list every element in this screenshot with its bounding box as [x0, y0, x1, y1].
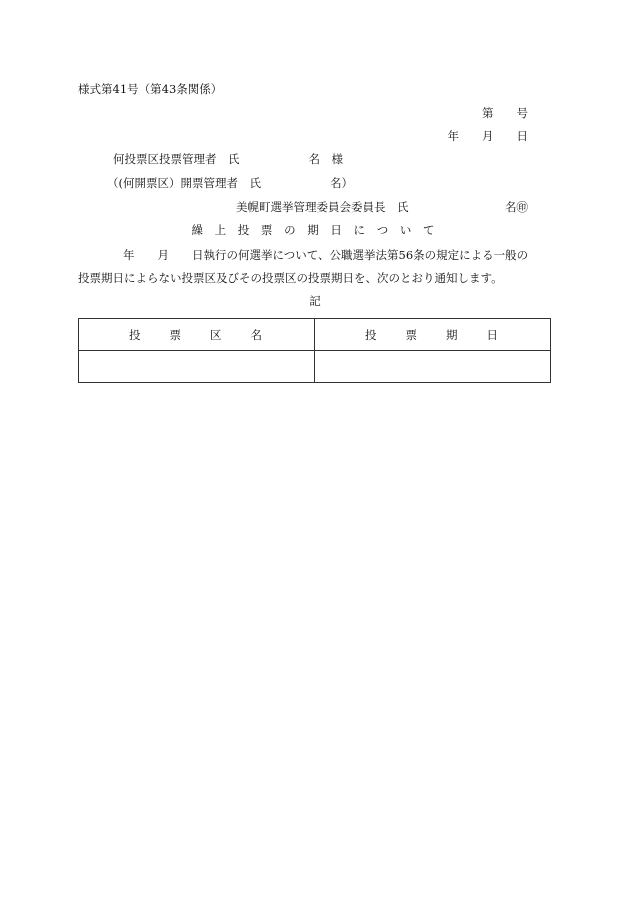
addressee-line-2: （(何開票区）開票管理者 氏 名）	[107, 176, 353, 190]
body-line-1: 年 月 日執行の何選挙について、公職選挙法第56条の規定による一般の	[123, 248, 529, 262]
ki-heading: 記	[309, 294, 321, 308]
document-number: 第 号	[482, 106, 528, 120]
schedule-table	[78, 318, 551, 383]
table-header-date: 投 票 期 日	[315, 319, 551, 351]
table-cell-date	[315, 351, 551, 383]
table-cell-district	[79, 351, 315, 383]
sender-seal: 名㊞	[505, 200, 528, 214]
form-id: 様式第41号（第43条関係）	[78, 82, 223, 96]
table-header-row	[79, 319, 551, 351]
table-row	[79, 351, 551, 383]
document-title: 繰 上 投 票 の 期 日 に つ い て	[191, 223, 439, 237]
date-line: 年 月 日	[447, 129, 528, 143]
addressee-line-1: 何投票区投票管理者 氏 名 様	[113, 152, 343, 166]
table-header-district: 投 票 区 名	[79, 319, 315, 351]
body-line-2: 投票期日によらない投票区及びその投票区の投票期日を、次のとおり通知します。	[78, 271, 503, 285]
sender-name: 美幌町選挙管理委員会委員長 氏	[236, 200, 409, 214]
